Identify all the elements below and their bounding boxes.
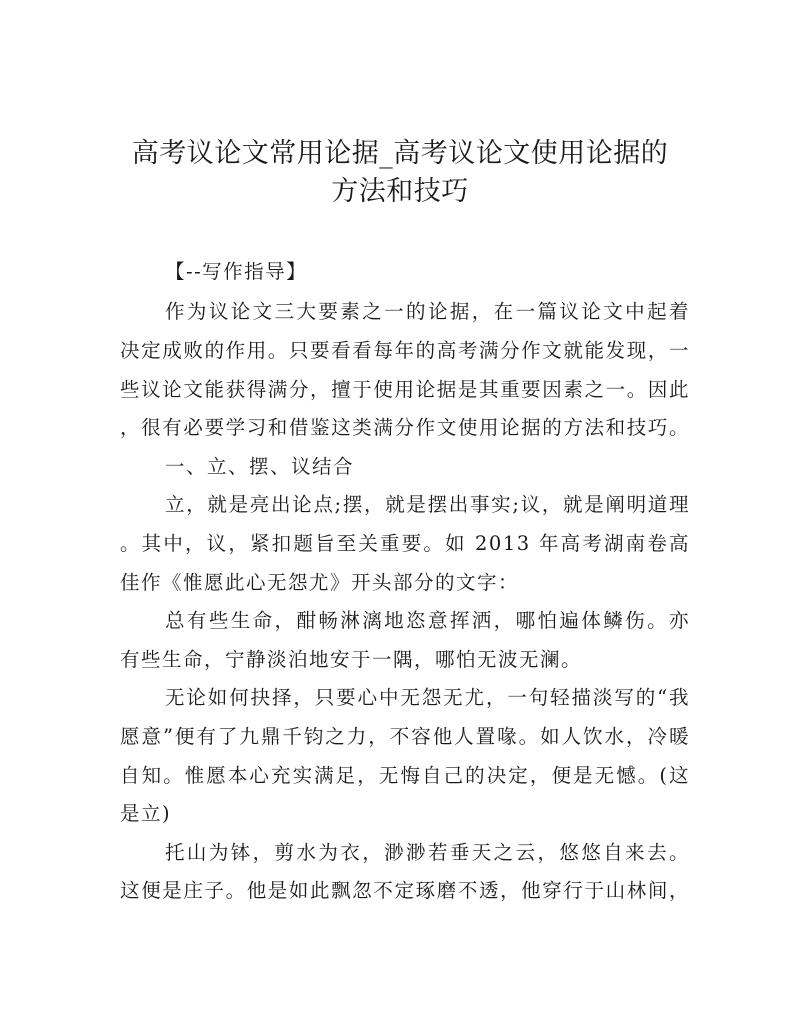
quote-line: 无论如何抉择，只要心中无怨无尤，一句轻描淡写的“我 xyxy=(165,686,690,709)
paragraph-line: 作为议论文三大要素之一的论据，在一篇议论文中起着 xyxy=(165,300,690,323)
quote-line: 有些生命，宁静淡泊地安于一隅，哪怕无波无澜。 xyxy=(120,648,583,671)
quote-line: 愿意”便有了九鼎千钧之力，不容他人置喙。如人饮水，冷暖 xyxy=(120,725,690,748)
paragraph-line: 佳作《惟愿此心无怨尤》开头部分的文字： xyxy=(120,571,520,594)
paragraph-line: 些议论文能获得满分，擅于使用论据是其重要因素之一。因此 xyxy=(120,378,690,401)
paragraph-line: 决定成败的作用。只要看看每年的高考满分作文就能发现，一 xyxy=(120,339,690,362)
paragraph-line: 立，就是亮出论点;摆，就是摆出事实;议，就是阐明道理 xyxy=(165,493,690,516)
paragraph-line: 。其中，议，紧扣题旨至关重要。如 2013 年高考湖南卷高 xyxy=(120,532,690,555)
quote-line: 总有些生命，酣畅淋漓地恣意挥洒，哪怕遍体鳞伤。亦 xyxy=(165,609,690,632)
paragraph-line: ，很有必要学习和借鉴这类满分作文使用论据的方法和技巧。 xyxy=(120,416,690,439)
quote-line: 自知。惟愿本心充实满足，无悔自己的决定，便是无憾。(这 xyxy=(120,764,690,787)
quote-line: 这便是庄子。他是如此飘忽不定琢磨不透，他穿行于山林间， xyxy=(120,879,690,902)
quote-line: 托山为钵，剪水为衣，渺渺若垂天之云，悠悠自来去。 xyxy=(165,841,690,864)
document-title-line-2: 方法和技巧 xyxy=(331,176,469,207)
quote-line: 是立) xyxy=(120,802,172,825)
section-heading: 一、立、摆、议结合 xyxy=(165,455,355,478)
section-tag: 【--写作指导】 xyxy=(165,260,308,283)
document-title-line-1: 高考议论文常用论据_高考议论文使用论据的 xyxy=(131,138,669,169)
